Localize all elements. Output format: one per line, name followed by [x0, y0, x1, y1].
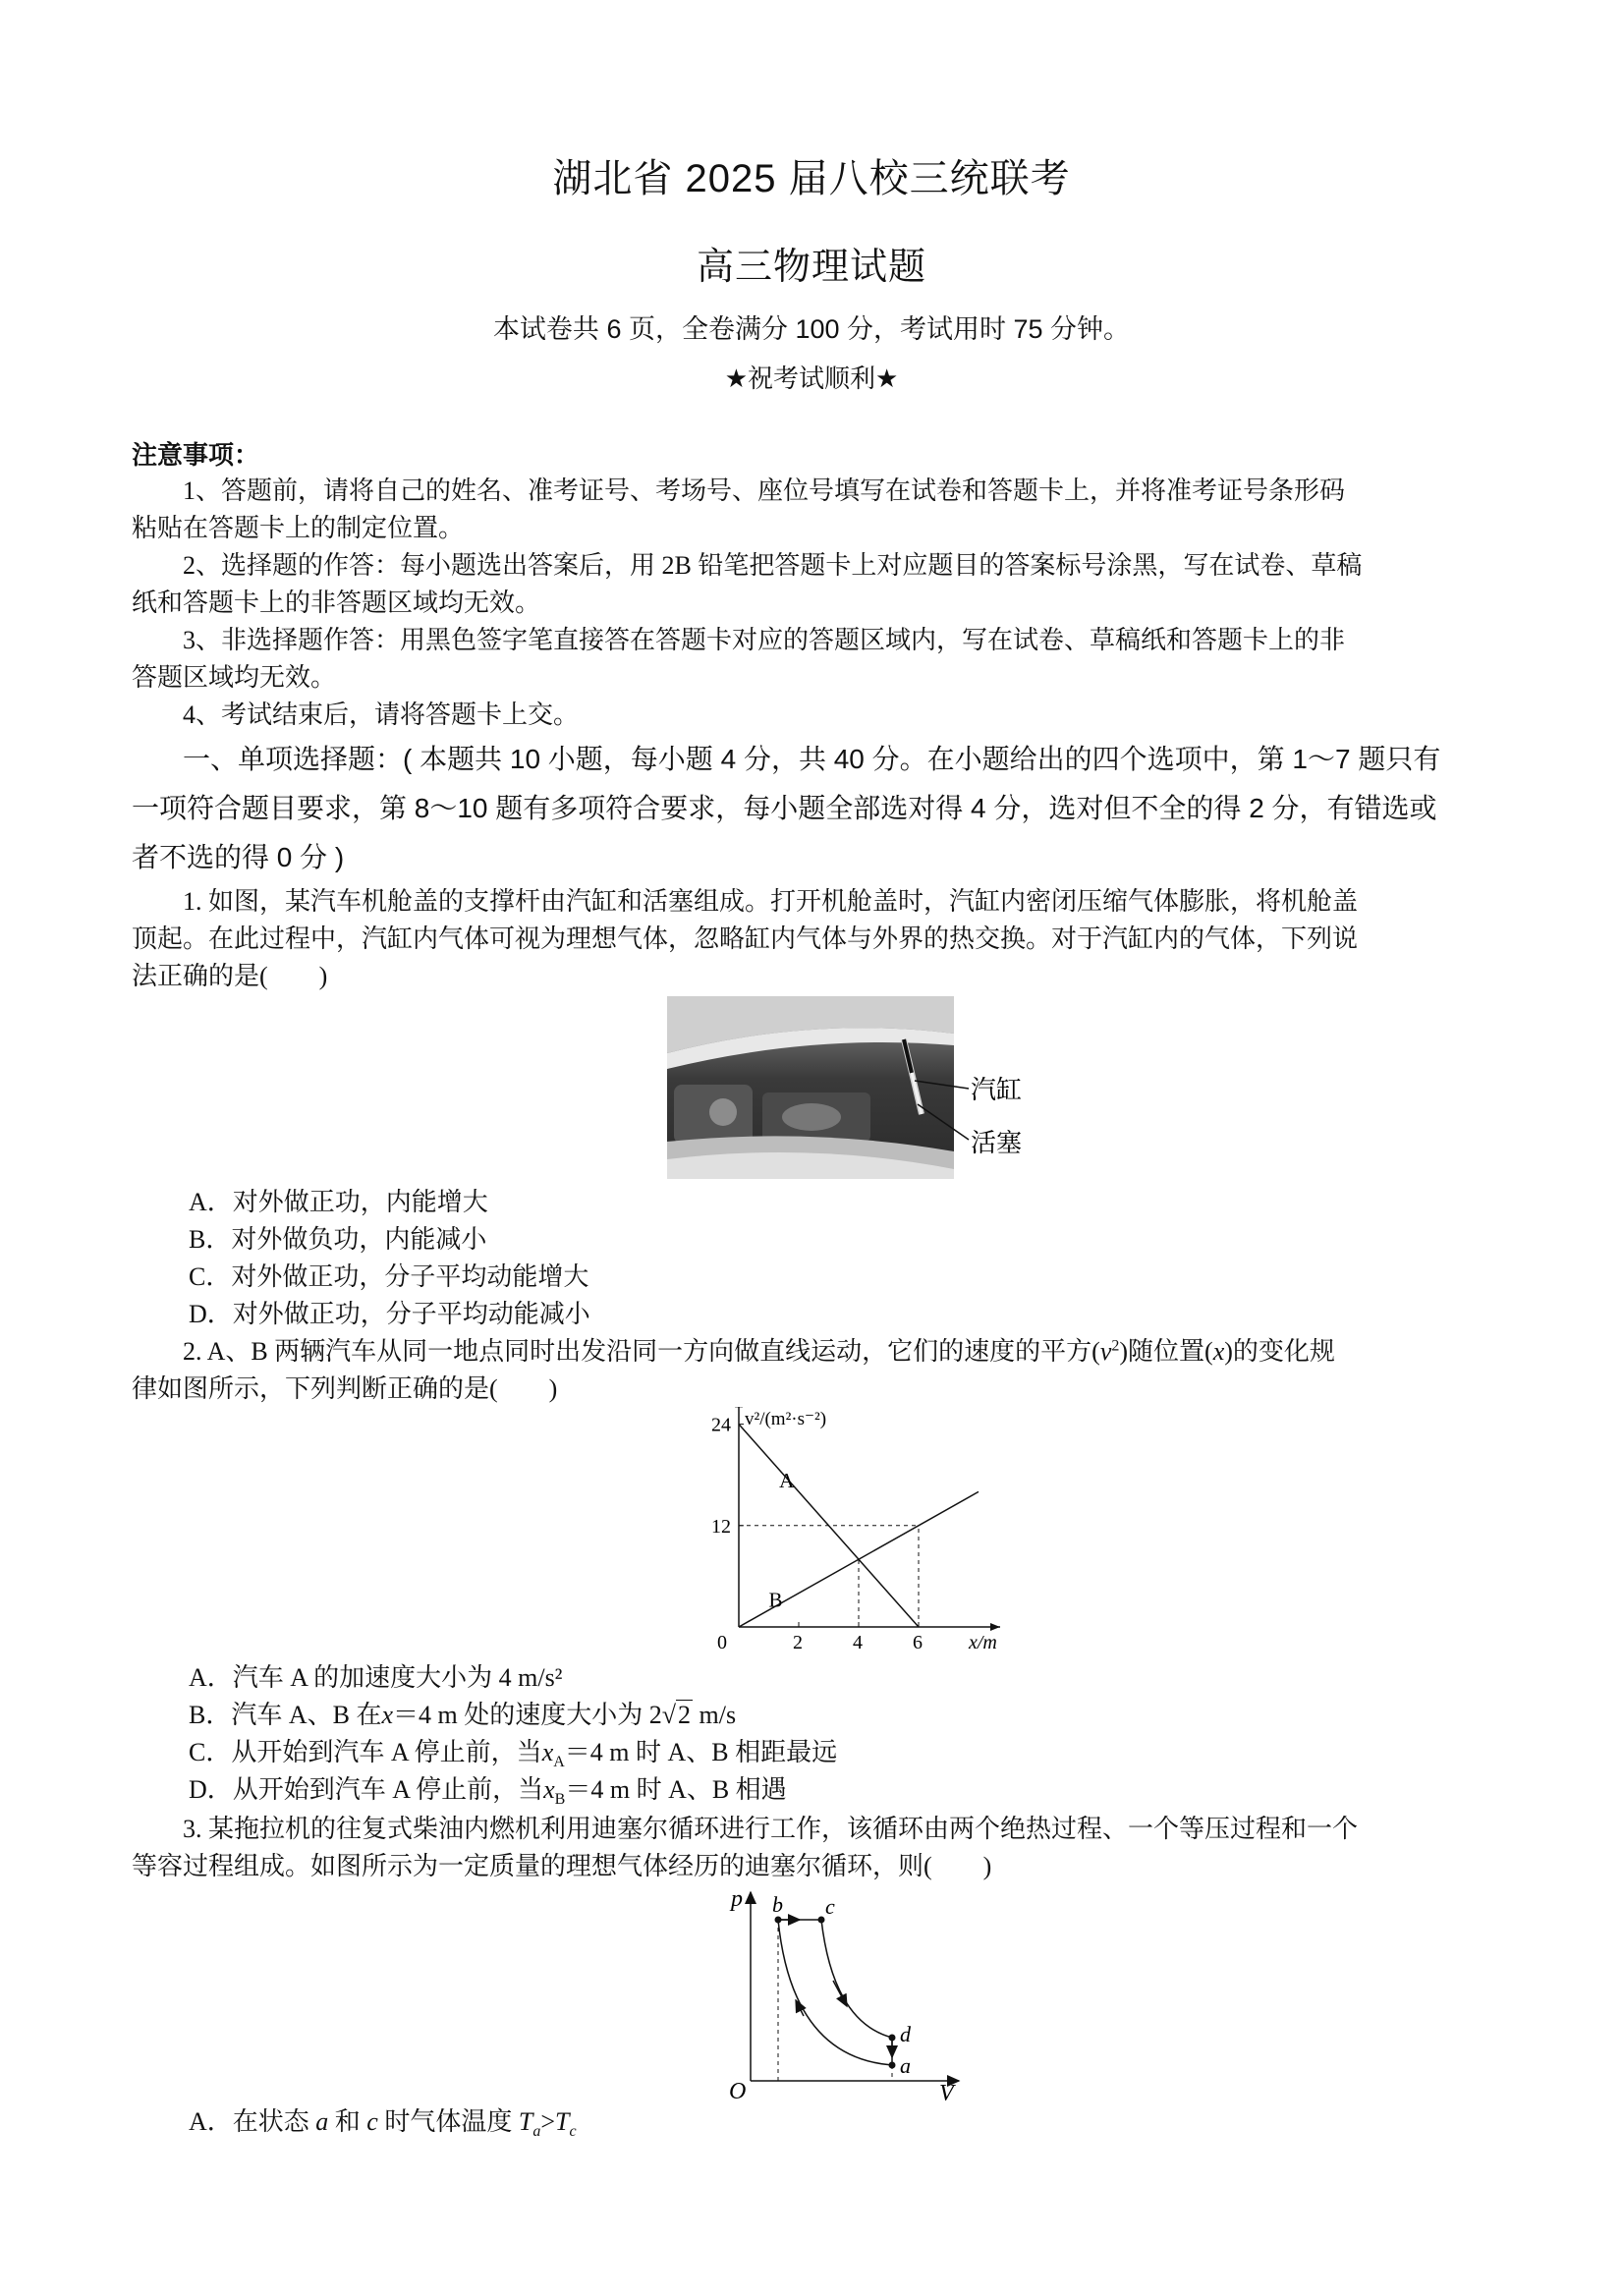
- q2-text-c: )的变化规: [1224, 1337, 1335, 1366]
- option-c: C．对外做正功，分子平均动能增大: [189, 1262, 589, 1291]
- option-a: [189, 2106, 577, 2141]
- q2d-sub: B: [554, 1791, 566, 1809]
- notes-line: 粘贴在答题卡上的制定位置。: [132, 514, 465, 542]
- q3a-post: 时气体温度: [384, 2107, 513, 2136]
- option-d: D．对外做正功，分子平均动能减小: [189, 1300, 590, 1328]
- y-tick-label: 12: [711, 1515, 731, 1538]
- notes-line: 答题区域均无效。: [132, 663, 337, 692]
- point-c: [818, 1917, 825, 1924]
- origin-label: O: [729, 2079, 747, 2100]
- question-text: 法正确的是( ): [132, 962, 328, 990]
- q2b-post: m/s: [693, 1701, 737, 1729]
- exam-title: 湖北省 2025 届八校三统联考: [552, 157, 1071, 200]
- q2b-pre: B．汽车 A、B 在: [189, 1701, 382, 1729]
- cylinder-label: 汽缸: [971, 1076, 1023, 1104]
- q3a-a: a: [315, 2107, 329, 2136]
- question-text: 律如图所示，下列判断正确的是( ): [132, 1374, 558, 1403]
- series-label-A: A: [779, 1469, 795, 1493]
- exam-wish: ★祝考试顺利★: [724, 364, 899, 393]
- notes-line: 纸和答题卡上的非答题区域均无效。: [132, 588, 541, 617]
- q3a-pre: A．在状态: [189, 2107, 309, 2136]
- q2c-post: ＝4 m 时 A、B 相距最远: [564, 1738, 838, 1766]
- q2-text-a: 2. A、B 两辆汽车从同一地点同时出发沿同一方向做直线运动，它们的速度的平方(: [183, 1337, 1100, 1366]
- piston-label: 活塞: [971, 1129, 1023, 1157]
- label-d: d: [900, 2022, 911, 2046]
- q3a-s2: c: [569, 2123, 577, 2141]
- exam-meta: 本试卷共 6 页，全卷满分 100 分，考试用时 75 分钟。: [492, 314, 1131, 344]
- option-a: A．对外做正功，内能增大: [189, 1188, 488, 1216]
- notes-heading: 注意事项：: [132, 441, 260, 470]
- question-text: 3. 某拖拉机的往复式柴油内燃机利用迪塞尔循环进行工作，该循环由两个绝热过程、一个等压过程和一个: [183, 1815, 1359, 1843]
- q2-text-b: )随位置(: [1119, 1337, 1213, 1366]
- section-heading-line: 一项符合题目要求，第 8～10 题有多项符合要求，每小题全部选对得 4 分，选对但不全的得 2 分，有错选或: [132, 793, 1437, 823]
- p-label: p: [731, 1886, 743, 1912]
- option-d: [189, 1774, 787, 1809]
- q2d-x: x: [543, 1775, 555, 1804]
- diesel-cycle-diagram: [723, 1884, 969, 2100]
- option-b: B．对外做负功，内能减小: [189, 1225, 487, 1254]
- series-label-B: B: [768, 1588, 783, 1612]
- notes-line: 2、选择题的作答：每小题选出答案后，用 2B 铅笔把答题卡上对应题目的答案标号涂黑，写在试卷、草稿: [183, 551, 1363, 580]
- q2c-x: x: [541, 1738, 554, 1766]
- question-text: 1. 如图，某汽车机舱盖的支撑杆由汽缸和活塞组成。打开机舱盖时，汽缸内密闭压缩气体膨胀，将机舱盖: [183, 887, 1359, 916]
- q2b-x: x: [381, 1701, 394, 1729]
- question-text: 顶起。在此过程中，汽缸内气体可视为理想气体，忽略缸内气体与外界的热交换。对于汽缸内的气体，下列说: [132, 924, 1359, 953]
- notes-line: 1、答题前，请将自己的姓名、准考证号、考场号、座位号填写在试卷和答题卡上，并将准考证号条形码: [183, 476, 1346, 505]
- q3a-s1: a: [532, 2123, 541, 2141]
- adiabatic-compression: [778, 1920, 892, 2065]
- x-axis-arrow: [990, 1623, 1000, 1631]
- q3a-t2: T: [555, 2107, 570, 2136]
- section-heading-line: 一、单项选择题：( 本题共 10 小题，每小题 4 分，共 40 分。在小题给出的四个选项中，第 1～7 题只有: [183, 744, 1441, 774]
- q2d-pre: D．从开始到汽车 A 停止前，当: [189, 1775, 544, 1804]
- point-d: [889, 2035, 896, 2042]
- x-axis-label: x/m: [969, 1632, 997, 1652]
- option-b: [189, 1700, 736, 1730]
- point-a: [889, 2062, 896, 2069]
- section-heading-line: 者不选的得 0 分 ): [132, 842, 345, 872]
- y-axis-label: v²/(m²·s⁻²): [745, 1409, 827, 1429]
- adiabatic-expansion: [821, 1920, 892, 2038]
- point-b: [775, 1917, 782, 1924]
- label-b: b: [772, 1892, 783, 1917]
- velocity-squared-chart: [688, 1407, 1022, 1652]
- label-a: a: [900, 2053, 911, 2078]
- sqrt-symbol: √: [661, 1701, 677, 1729]
- v-label: V: [939, 2081, 954, 2100]
- q3a-gt: >: [540, 2107, 555, 2136]
- q2c-sub: A: [553, 1754, 565, 1771]
- notes-line: 3、非选择题作答：用黑色签字笔直接答在答题卡对应的答题区域内，写在试卷、草稿纸和答题卡上的非: [183, 626, 1346, 654]
- question-text: 2. A、B 两辆汽车从同一地点同时出发沿同一方向做直线运动，它们的速度的平方$(v^2)$随位置(x)的变化规: [183, 1337, 1335, 1366]
- notes-line: 4、考试结束后，请将答题卡上交。: [183, 700, 580, 729]
- q2-var-v: v: [1099, 1337, 1112, 1366]
- q3a-c: c: [366, 2107, 378, 2136]
- option-a: A．汽车 A 的加速度大小为 4 m/s²: [189, 1663, 563, 1692]
- q2b-root: 2: [678, 1701, 692, 1729]
- exam-subtitle: 高三物理试题: [696, 247, 926, 288]
- q2c-pre: C．从开始到汽车 A 停止前，当: [189, 1738, 542, 1766]
- question-text: 等容过程组成。如图所示为一定质量的理想气体经历的迪塞尔循环，则( ): [132, 1852, 992, 1880]
- q3a-t1: T: [518, 2107, 533, 2136]
- label-c: c: [825, 1894, 835, 1919]
- origin-label: 0: [717, 1632, 727, 1652]
- q2-var-x: x: [1212, 1337, 1225, 1366]
- q3a-mid: 和: [334, 2107, 361, 2136]
- y-tick-label: 24: [711, 1414, 731, 1436]
- q2d-post: ＝4 m 时 A、B 相遇: [565, 1775, 787, 1804]
- car-hood-photo: [664, 994, 1077, 1183]
- x-tick-label: 4: [853, 1632, 863, 1652]
- x-tick-label: 6: [913, 1632, 923, 1652]
- x-tick-label: 2: [793, 1632, 803, 1652]
- q2b-mid: ＝4 m 处的速度大小为 2: [393, 1701, 662, 1729]
- option-c: [189, 1737, 837, 1771]
